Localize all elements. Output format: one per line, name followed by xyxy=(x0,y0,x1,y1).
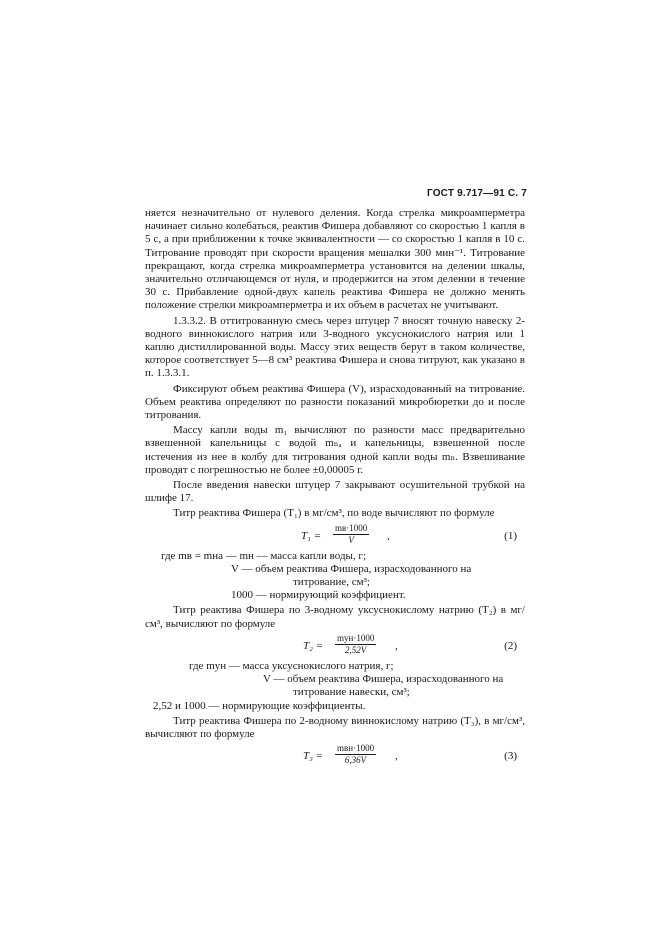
definition-volume-2-cont: титрование навески, см³; xyxy=(293,686,410,699)
definition-volume-cont: титрование, см³; xyxy=(293,576,370,589)
page-header: ГОСТ 9.717—91 С. 7 xyxy=(426,188,527,199)
definition-coefficients: 2,52 и 1000 — нормирующие коэффициенты. xyxy=(153,699,366,712)
paragraph-titer-acetate: Титр реактива Фишера по 3-водному уксуснокислому натрию (T₂) в мг/см³, вычисляют по формуле xyxy=(145,604,525,630)
paragraph-continuation: няется незначительно от нулевого деления. Когда стрелка микроамперметра начинает сильно колебаться, реактив Фишера добавляют со скоростью 1 капля в 5 с, а при приближении к точке эквивалентности — со скоростью 1 капля в 10 с. Титрование проводят при скорости вращения мешалки 300 мин⁻¹. Титрование прекращают, когда стрелка микроамперметра установится на делении шкалы, значительно отличающемся от нуля, и продержится на этом делении в течение 30 с. Прибавление одной-двух капель реактива Фишера не должно менять положение стрелки микроамперметра и их объем в расчетах не учитывают. xyxy=(145,207,525,312)
formula-3 xyxy=(145,743,525,770)
formula-3-number: (3) xyxy=(504,750,517,763)
formula-2-comma: , xyxy=(395,639,398,652)
formula-3-denominator: 6,36V xyxy=(344,755,367,766)
formula-3-comma: , xyxy=(395,750,398,763)
page-body xyxy=(145,207,525,770)
definition-drop-mass: где mв = mна — mн — масса капли воды, г; xyxy=(161,549,366,562)
formula-2-number: (2) xyxy=(504,639,517,652)
formula-1-number: (1) xyxy=(504,529,517,542)
formula-2-lhs: T₂ = xyxy=(303,639,324,652)
paragraph-drop-mass: Массу капли воды m₁ вычисляют по разности масс предварительно взвешенной капельницы с водой mₙₐ и капельницы, взвешенной после истечения из нее в колбу для титрования одной капли воды mₙ. Взвешивание проводят с погрешностью не более ±0,00005 г. xyxy=(145,424,525,476)
formula-3-lhs: T₃ = xyxy=(303,750,324,763)
formula-1-comma: , xyxy=(387,529,390,542)
definition-acetate-mass: где mун — масса уксуснокислого натрия, г; xyxy=(189,659,394,672)
formula-1-numerator: mв·1000 xyxy=(335,522,368,533)
paragraph-volume: Фиксируют объем реактива Фишера (V), израсходованный на титрование. Объем реактива определяют по разности показаний микробюретки до и после титрования. xyxy=(145,382,525,422)
definition-coefficient: 1000 — нормирующий коэффициент. xyxy=(231,589,406,602)
formula-1 xyxy=(145,523,525,550)
definition-volume-2: V — объем реактива Фишера, израсходованного на xyxy=(263,673,504,686)
definition-volume: V — объем реактива Фишера, израсходованного на xyxy=(231,562,472,575)
formula-2-fraction xyxy=(335,633,376,656)
paragraph-1-3-3-2: 1.3.3.2. В оттитрованную смесь через штуцер 7 вносят точную навеску 2-водного виннокислого натрия или 3-водного уксуснокислого натрия или 1 каплю дистиллированной воды. Массу этих веществ берут в таком количестве, которое соответствует 5—8 см³ реактива Фишера и снова титруют, как указано в п. 1.3.3.1. xyxy=(145,314,525,380)
formula-1-denominator: V xyxy=(348,534,354,545)
paragraph-titer-tartrate: Титр реактива Фишера по 2-водному виннокислому натрию (T₃), в мг/см³, вычисляют по формуле xyxy=(145,714,525,740)
paragraph-titer-water: Титр реактива Фишера (T₁) в мг/см³, по воде вычисляют по формуле xyxy=(173,507,495,520)
formula-2-denominator: 2,52V xyxy=(345,644,367,655)
paragraph-fitting: После введения навески штуцер 7 закрывают осушительной трубкой на шлифе 17. xyxy=(145,479,525,505)
formula-1-lhs: T₁ = xyxy=(301,529,322,542)
formula-3-numerator: mвн·1000 xyxy=(337,743,375,754)
formula-1-fraction xyxy=(333,523,369,546)
formula-3-fraction xyxy=(335,743,376,766)
formula-2-numerator: mун·1000 xyxy=(337,632,375,643)
formula-2 xyxy=(145,633,525,660)
